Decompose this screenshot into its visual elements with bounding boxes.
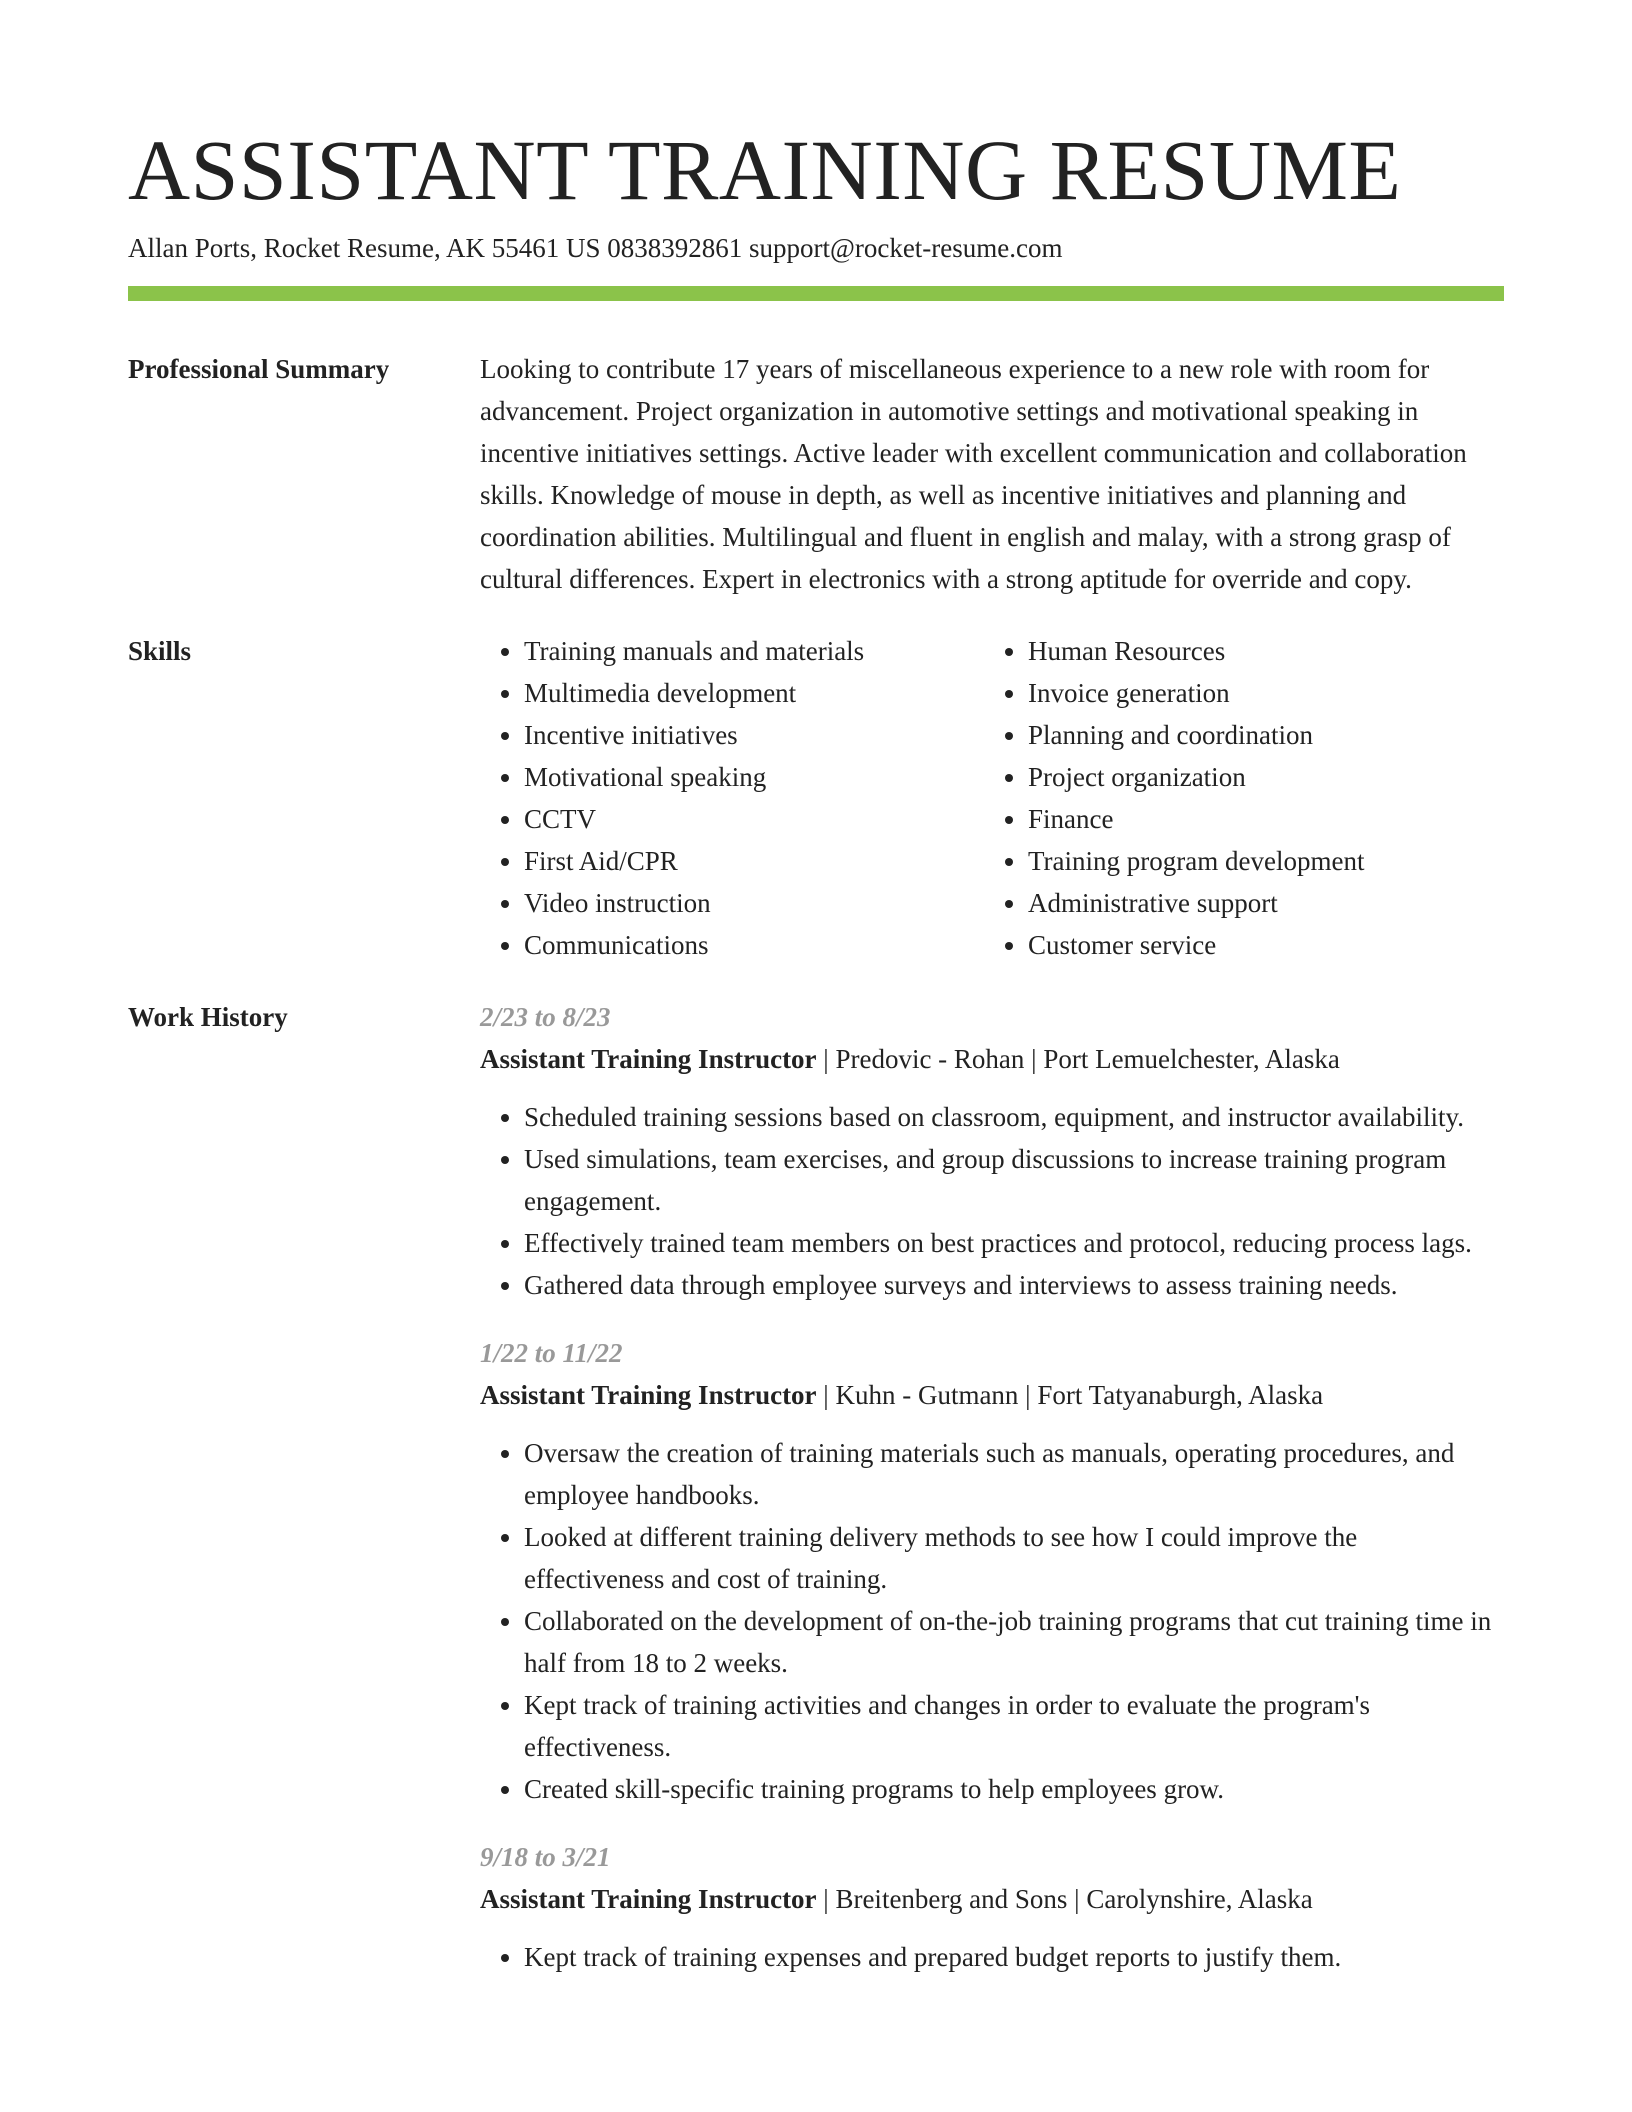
job-dates: 1/22 to 11/22 xyxy=(480,1338,623,1368)
job-bullet: • Looked at different training delivery methods to see how I could improve the effectiveness and cost of training. xyxy=(524,1516,1504,1600)
job-bullet: • Kept track of training activities and changes in order to evaluate the program's effectiveness. xyxy=(524,1684,1504,1768)
resume-title: ASSISTANT TRAINING RESUME xyxy=(128,122,1402,218)
skill-item: • Communications xyxy=(524,924,984,966)
skill-item: • Incentive initiatives xyxy=(524,714,984,756)
skill-item: • Training program development xyxy=(1028,840,1508,882)
work-body xyxy=(480,996,1504,2004)
job-title: Assistant Training Instructor xyxy=(480,1044,817,1074)
contact-line: Allan Ports, Rocket Resume, AK 55461 US 0838392861 support@rocket-resume.com xyxy=(128,233,1063,263)
job-details: | Kuhn - Gutmann | Fort Tatyanaburgh, Alaska xyxy=(816,1380,1324,1410)
skills-body xyxy=(480,630,1508,966)
work-section xyxy=(128,996,1504,2004)
skills-section xyxy=(128,630,1504,966)
job-bullet: • Used simulations, team exercises, and group discussions to increase training program engagement. xyxy=(524,1138,1504,1222)
accent-divider xyxy=(128,286,1504,301)
job-bullet: • Kept track of training expenses and prepared budget reports to justify them. xyxy=(524,1936,1504,1978)
skill-item: • Administrative support xyxy=(1028,882,1508,924)
skill-item: • Customer service xyxy=(1028,924,1508,966)
job-bullet: • Effectively trained team members on best practices and protocol, reducing process lags. xyxy=(524,1222,1504,1264)
skill-item: • First Aid/CPR xyxy=(524,840,984,882)
job-dates: 2/23 to 8/23 xyxy=(480,1002,611,1032)
skills-label: Skills xyxy=(128,636,192,666)
skills-columns xyxy=(480,630,1508,966)
job-details: | Breitenberg and Sons | Carolynshire, Alaska xyxy=(816,1884,1313,1914)
job-heading xyxy=(480,1878,1504,1920)
work-label: Work History xyxy=(128,1002,288,1032)
skill-item: • Motivational speaking xyxy=(524,756,984,798)
skill-item: • Multimedia development xyxy=(524,672,984,714)
skill-item: • Human Resources xyxy=(1028,630,1508,672)
job-bullets xyxy=(480,1096,1504,1306)
skill-item: • Finance xyxy=(1028,798,1508,840)
skill-item: • Planning and coordination xyxy=(1028,714,1508,756)
job-entry xyxy=(480,996,1504,1306)
job-bullets xyxy=(480,1432,1504,1810)
skill-item: • Video instruction xyxy=(524,882,984,924)
job-heading xyxy=(480,1374,1504,1416)
job-dates: 9/18 to 3/21 xyxy=(480,1842,611,1872)
resume-sections xyxy=(128,348,1504,2034)
skill-item: • CCTV xyxy=(524,798,984,840)
job-bullet: • Gathered data through employee surveys and interviews to assess training needs. xyxy=(524,1264,1504,1306)
job-bullet: • Scheduled training sessions based on classroom, equipment, and instructor availability. xyxy=(524,1096,1504,1138)
job-entry xyxy=(480,1836,1504,1978)
skill-item: • Training manuals and materials xyxy=(524,630,984,672)
job-bullet: • Collaborated on the development of on-the-job training programs that cut training time in half from 18 to 2 weeks. xyxy=(524,1600,1504,1684)
job-title: Assistant Training Instructor xyxy=(480,1380,817,1410)
summary-label: Professional Summary xyxy=(128,354,390,384)
summary-text: Looking to contribute 17 years of miscellaneous experience to a new role with room for advancement. Project organization in automotive settings and motivational speaking in incentive initiatives settings. Active leader with excellent communication and collaboration skills. Knowledge of mouse in depth, as well as incentive initiatives and planning and coordination abilities. Multilingual and fluent in english and malay, with a strong grasp of cultural differences. Expert in electronics with a strong aptitude for override and copy. xyxy=(480,354,1467,594)
job-heading xyxy=(480,1038,1504,1080)
summary-body xyxy=(480,348,1504,600)
summary-section xyxy=(128,348,1504,600)
job-details: | Predovic - Rohan | Port Lemuelchester, Alaska xyxy=(816,1044,1340,1074)
skill-item: • Project organization xyxy=(1028,756,1508,798)
job-title: Assistant Training Instructor xyxy=(480,1884,817,1914)
skill-item: • Invoice generation xyxy=(1028,672,1508,714)
skills-list-left xyxy=(480,630,984,966)
skills-list-right xyxy=(984,630,1508,966)
job-bullet: • Oversaw the creation of training materials such as manuals, operating procedures, and employee handbooks. xyxy=(524,1432,1504,1516)
job-bullet: • Created skill-specific training programs to help employees grow. xyxy=(524,1768,1504,1810)
job-bullets xyxy=(480,1936,1504,1978)
job-entry xyxy=(480,1332,1504,1810)
